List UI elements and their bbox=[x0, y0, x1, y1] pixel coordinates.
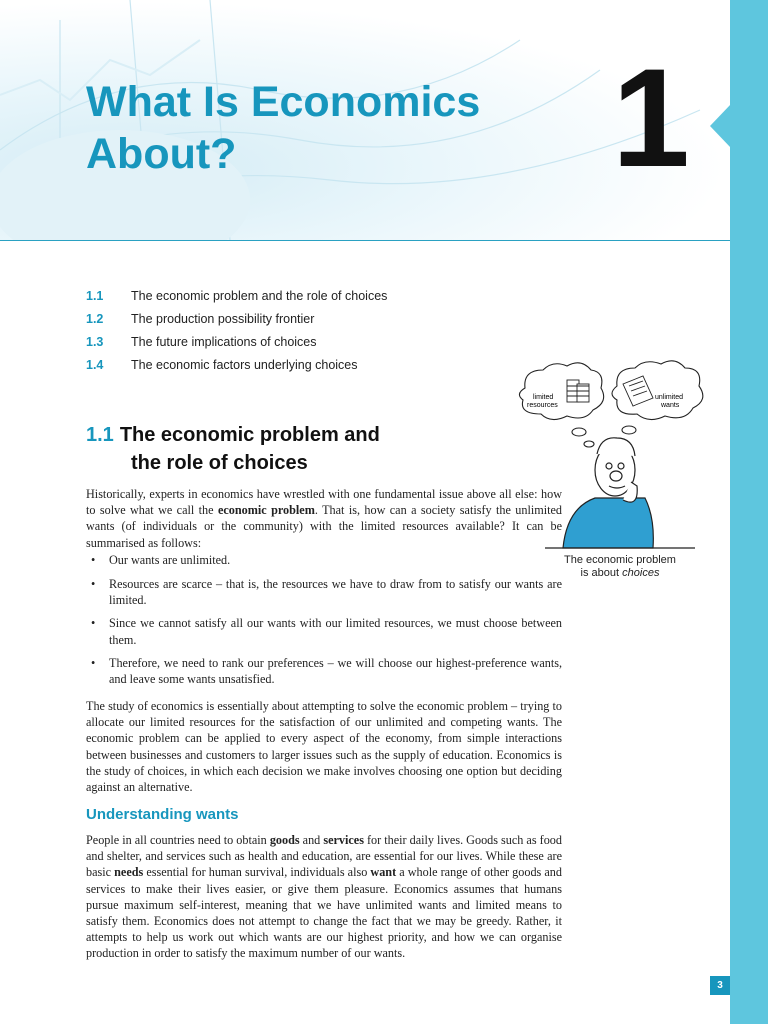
bubble-label-wants: wants bbox=[661, 402, 680, 409]
body-text: essential for human survival, individuals also bbox=[143, 865, 371, 880]
thinking-man-icon bbox=[545, 438, 695, 548]
summary-bullet-list bbox=[86, 552, 562, 695]
body-text: a whole range of other goods and services to make their lives easier, or give them pleasure. Economics assumes that humans pursue maximum self-interest, meaning that we have unlimited wants and limited means to satisfy them. Economics does not attempt to change the fact that we may be greedy. Rather, it attempts to help us work out which wants are our highest priority, and how we can organise production in order to satisfy the maximum number of our wants. bbox=[86, 865, 562, 961]
toc-item bbox=[86, 309, 506, 332]
toc-text: The production possibility frontier bbox=[131, 312, 315, 326]
bold-term: goods bbox=[269, 833, 300, 847]
section-contents-list bbox=[86, 286, 506, 378]
figure-caption bbox=[530, 554, 710, 580]
toc-number: 1.4 bbox=[86, 358, 104, 372]
body-text: and bbox=[299, 833, 324, 847]
toc-text: The economic factors underlying choices bbox=[131, 358, 358, 372]
bullet-item bbox=[86, 655, 562, 687]
toc-text: The future implications of choices bbox=[131, 335, 317, 349]
bullet-dot: • bbox=[91, 576, 96, 591]
toc-number: 1.2 bbox=[86, 312, 104, 326]
section-number: 1.1 bbox=[86, 424, 114, 446]
subheading-understanding-wants: Understanding wants bbox=[86, 806, 239, 823]
bullet-item bbox=[86, 576, 562, 608]
bullet-text: Resources are scarce – that is, the resources we have to draw from to satisfy our wants are limited. bbox=[109, 576, 562, 607]
header-divider bbox=[0, 240, 730, 241]
toc-number: 1.3 bbox=[86, 335, 104, 349]
thought-cloud-left bbox=[519, 363, 603, 420]
caption-line2-italic: choices bbox=[622, 567, 660, 579]
bullet-dot: • bbox=[91, 616, 96, 631]
section-title-line1: The economic problem and bbox=[119, 424, 380, 446]
caption-line1: The economic problem bbox=[564, 554, 676, 566]
bold-term: want bbox=[370, 865, 397, 880]
bold-term: needs bbox=[114, 865, 144, 880]
intro-text: . That is, how can a society satisfy the unlimited wants (of individuals or the community) with the limited resources available? It can be summarised as follows: bbox=[86, 503, 563, 550]
intro-paragraph bbox=[86, 486, 562, 551]
bubble-label-limited: limited bbox=[533, 394, 554, 401]
bubble-label-resources: resources bbox=[527, 402, 558, 409]
body-text: for their daily lives. Goods such as food and shelter, and services such as health and education, are essential for our lives. While these are basic bbox=[86, 833, 562, 880]
bubble-label-unlimited: unlimited bbox=[655, 394, 684, 401]
side-band-notch bbox=[710, 104, 731, 148]
study-paragraph: The study of economics is essentially about attempting to solve the economic problem – trying to allocate our limited resources for the satisfaction of our unlimited and competing wants. The economic problem can be applied to every aspect of the economy, from simple interactions between businesses and customers to larger issues such as the supply of education. Economics is the study of choices, in which each decision we make involves choosing one option but deciding against an alternative. bbox=[86, 699, 562, 795]
intro-text: Historically, experts in economics have wrestled with one fundamental issue above all else: how to solve what we call the bbox=[86, 487, 562, 518]
thinking-man-illustration bbox=[505, 358, 720, 558]
chapter-title-line1: What Is Economics bbox=[86, 78, 481, 126]
toc-item bbox=[86, 355, 506, 378]
toc-item bbox=[86, 286, 506, 309]
bullet-text: Therefore, we need to rank our preferences – we will choose our highest-preference wants, and leave some wants unsatisfied. bbox=[109, 656, 562, 687]
chapter-title-line2: About? bbox=[86, 130, 237, 178]
caption-line2-prefix: is about bbox=[580, 567, 623, 579]
thinking-man-drawing bbox=[505, 358, 720, 558]
bullet-dot: • bbox=[91, 656, 96, 671]
intro-bold-term: economic problem bbox=[217, 503, 315, 518]
understanding-wants-paragraph bbox=[86, 832, 562, 962]
chapter-number: 1 bbox=[612, 39, 686, 196]
section-heading bbox=[86, 421, 506, 477]
page-number-badge: 3 bbox=[710, 976, 730, 995]
bullet-text: Since we cannot satisfy all our wants with our limited resources, we must choose between them. bbox=[109, 616, 562, 647]
bullet-item bbox=[86, 615, 562, 647]
chapter-title bbox=[86, 76, 606, 180]
toc-number: 1.1 bbox=[86, 289, 104, 303]
side-color-band bbox=[730, 0, 768, 1024]
toc-item bbox=[86, 332, 506, 355]
bullet-item bbox=[86, 552, 562, 568]
bullet-text: Our wants are unlimited. bbox=[109, 553, 231, 567]
bold-term: services bbox=[323, 833, 364, 847]
body-text: People in all countries need to obtain bbox=[86, 833, 270, 847]
bullet-dot: • bbox=[91, 553, 96, 567]
section-title-line2: the role of choices bbox=[131, 452, 308, 474]
toc-text: The economic problem and the role of choices bbox=[131, 289, 388, 303]
